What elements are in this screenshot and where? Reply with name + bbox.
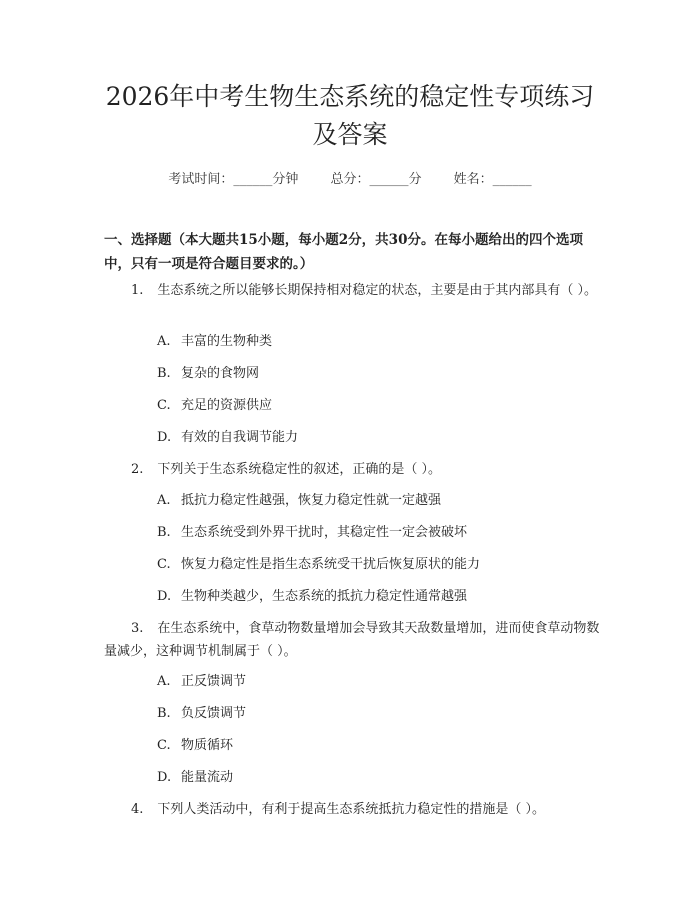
question-number: 4. bbox=[131, 802, 144, 817]
question-text: 下列人类活动中，有利于提高生态系统抵抗力稳定性的措施是（ ）。 bbox=[157, 802, 546, 817]
question-2 bbox=[104, 458, 604, 481]
option-letter: C. bbox=[157, 398, 171, 413]
title-line-1: 2026年中考生物生态系统的稳定性专项练习 bbox=[105, 82, 595, 111]
name-field: 姓名：______ bbox=[453, 172, 532, 187]
option-text: 正反馈调节 bbox=[181, 674, 247, 689]
option-letter: A. bbox=[157, 674, 171, 689]
option-1b bbox=[157, 364, 259, 384]
question-text: 在生态系统中，食草动物数量增加会导致其天敌数量增加，进而使食草动物数量减少，这种调节机制属于（ ）。 bbox=[104, 621, 600, 659]
option-letter: C. bbox=[157, 738, 171, 753]
option-3b bbox=[157, 704, 246, 724]
option-3a bbox=[157, 672, 246, 692]
option-letter: C. bbox=[157, 557, 171, 572]
question-1 bbox=[104, 279, 604, 302]
question-number: 2. bbox=[131, 462, 144, 477]
option-text: 抵抗力稳定性越强，恢复力稳定性就一定越强 bbox=[181, 493, 442, 508]
title-line-2: 及答案 bbox=[312, 120, 388, 149]
section-heading: 一、选择题（本大题共15小题，每小题2分，共30分。在每小题给出的四个选项中，只有一项是符合题目要求的。） bbox=[104, 232, 583, 272]
option-letter: A. bbox=[157, 334, 171, 349]
option-1a bbox=[157, 332, 272, 352]
exam-time-field: 考试时间：______分钟 bbox=[168, 172, 299, 187]
option-2a bbox=[157, 491, 441, 511]
option-3c bbox=[157, 736, 233, 756]
option-text: 有效的自我调节能力 bbox=[181, 430, 299, 445]
option-letter: D. bbox=[157, 430, 172, 445]
option-letter: D. bbox=[157, 589, 172, 604]
option-letter: B. bbox=[157, 706, 171, 721]
option-1c bbox=[157, 396, 272, 416]
option-2d bbox=[157, 587, 467, 607]
option-2b bbox=[157, 523, 467, 543]
option-text: 能量流动 bbox=[181, 770, 234, 785]
option-letter: B. bbox=[157, 366, 171, 381]
document-title bbox=[60, 78, 640, 154]
option-2c bbox=[157, 555, 480, 575]
exam-meta bbox=[0, 168, 700, 187]
option-text: 生态系统受到外界干扰时，其稳定性一定会被破坏 bbox=[181, 525, 468, 540]
option-1d bbox=[157, 428, 298, 448]
question-4 bbox=[104, 798, 604, 821]
option-text: 生物种类越少，生态系统的抵抗力稳定性通常越强 bbox=[181, 589, 468, 604]
option-text: 复杂的食物网 bbox=[181, 366, 260, 381]
option-text: 充足的资源供应 bbox=[181, 398, 273, 413]
option-text: 物质循环 bbox=[181, 738, 234, 753]
option-text: 恢复力稳定性是指生态系统受干扰后恢复原状的能力 bbox=[181, 557, 481, 572]
option-letter: D. bbox=[157, 770, 172, 785]
option-text: 丰富的生物种类 bbox=[181, 334, 273, 349]
question-text: 生态系统之所以能够长期保持相对稳定的状态，主要是由于其内部具有（ ）。 bbox=[157, 283, 598, 298]
option-3d bbox=[157, 768, 233, 788]
option-letter: A. bbox=[157, 493, 171, 508]
question-number: 1. bbox=[131, 283, 144, 298]
question-3 bbox=[104, 617, 604, 663]
total-score-field: 总分：______分 bbox=[330, 172, 422, 187]
option-text: 负反馈调节 bbox=[181, 706, 247, 721]
question-text: 下列关于生态系统稳定性的叙述，正确的是（ ）。 bbox=[157, 462, 442, 477]
option-letter: B. bbox=[157, 525, 171, 540]
question-number: 3. bbox=[131, 621, 144, 636]
